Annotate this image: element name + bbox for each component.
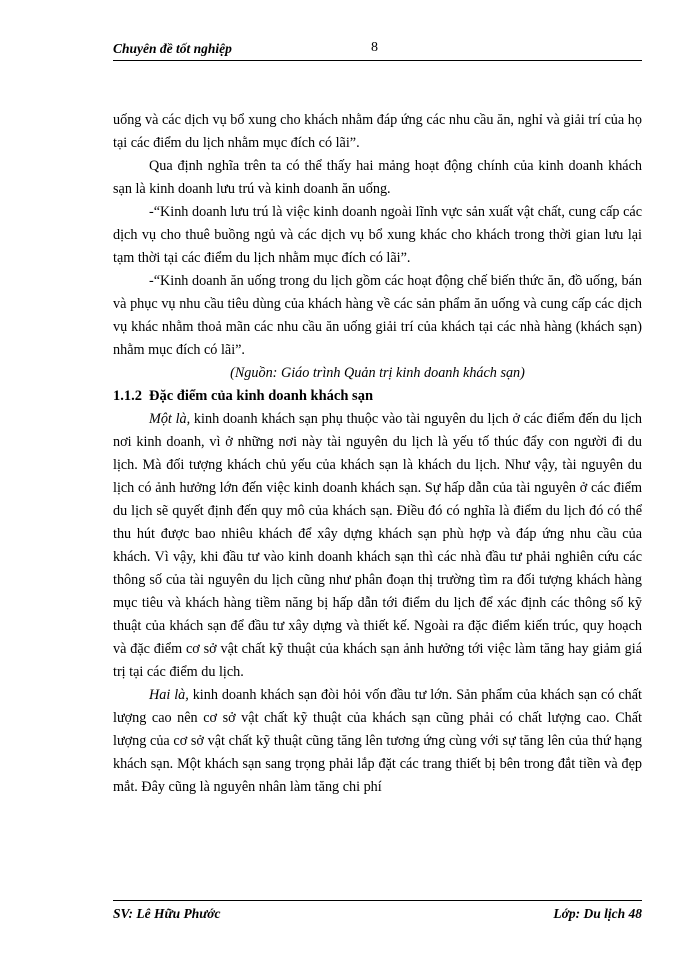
paragraph-continuation: uống và các dịch vụ bổ xung cho khách nhằm đáp ứng các nhu cầu ăn, nghỉ và giải trí của họ tại các điểm du lịch nhằm mục đích có lãi”. (113, 112, 642, 151)
footer-student: SV: Lê Hữu Phước (113, 906, 221, 921)
paragraph-food-service: -“Kinh doanh ăn uống trong du lịch gồm các hoạt động chế biến thức ăn, đồ uống, bán và phục vụ nhu cầu tiêu dùng của khách hàng về các sản phẩm ăn uống và cung cấp các dịch vụ khác nhằm thoả mãn các nhu cầu ăn uống giải trí của khách tại các nhà hàng (khách sạn) nhằm mục đích có lãi”. (113, 273, 642, 358)
paragraph-first-point (113, 408, 642, 684)
header-title: Chuyên đề tốt nghiệp (113, 41, 232, 56)
first-point-lead: Một là, (149, 411, 191, 427)
footer-class: Lớp: Du lịch 48 (553, 906, 642, 921)
page-number: 8 (371, 40, 378, 55)
section-number: 1.1.2 (113, 388, 142, 404)
paragraph-second-point (113, 684, 642, 799)
page-header (113, 36, 642, 61)
section-title: Đặc điểm của kinh doanh khách sạn (149, 388, 374, 404)
first-point-text: kinh doanh khách sạn phụ thuộc vào tài nguyên du lịch ở các điểm đến du lịch nơi kinh doanh, vì ở những nơi này tài nguyên du lịch là yếu tố thúc đẩy con người đi du lịch. Mà đối tượng khách chủ yếu của khách sạn là khách du lịch. Như vậy, tài nguyên du lịch có ảnh hưởng lớn đến việc kinh doanh khách sạn. Sự hấp dẫn của tài nguyên ở các điểm du lịch sẽ quyết định đến quy mô của khách sạn. Điều đó có nghĩa là điểm du lịch đó có thể thu hút được bao nhiêu khách để xây dựng khách sạn phù hợp và đáp ứng nhu cầu của khách. Vì vậy, khi đầu tư vào kinh doanh khách sạn thì các nhà đầu tư phải nghiên cứu các thông số của tài nguyên du lịch cũng như phân đoạn thị trường tìm ra đối tượng khách hàng mục tiêu và khách hàng tiềm năng bị hấp dẫn tới điểm du lịch để xác định các thông số kỹ thuật của khách sạn để đầu tư xây dựng và thiết kế. Ngoài ra đặc điểm kiến trúc, quy hoạch và đặc điểm cơ sở vật chất kỹ thuật của khách sạn ảnh hưởng tới việc làm tăng hay giảm giá trị tại các điểm du lịch. (113, 411, 642, 680)
page-footer (113, 900, 642, 923)
paragraph-definition-summary: Qua định nghĩa trên ta có thể thấy hai mảng hoạt động chính của kinh doanh khách sạn là kinh doanh lưu trú và kinh doanh ăn uống. (113, 158, 642, 197)
second-point-text: kinh doanh khách sạn đòi hỏi vốn đầu tư lớn. Sản phẩm của khách sạn có chất lượng cao nên cơ sở vật chất kỹ thuật của khách sạn cũng phải có chất lượng cao. Chất lượng của cơ sở vật chất kỹ thuật cũng tăng lên tương ứng cùng với sự tăng lên của thứ hạng khách sạn. Một khách sạn sang trọng phải lắp đặt các trang thiết bị bên trong đắt tiền và đẹp mắt. Đây cũng là nguyên nhân làm tăng chi phí (113, 687, 642, 795)
section-heading (113, 385, 642, 408)
paragraph-accommodation: -“Kinh doanh lưu trú là việc kinh doanh ngoài lĩnh vực sản xuất vật chất, cung cấp các dịch vụ cho thuê buồng ngủ và các dịch vụ bổ xung khác cho khách trong thời gian lưu lại tạm thời tại các điểm du lịch nhằm mục đích có lãi”. (113, 204, 642, 266)
document-body (113, 109, 642, 799)
source-citation: (Nguồn: Giáo trình Quản trị kinh doanh khách sạn) (230, 365, 525, 381)
second-point-lead: Hai là, (149, 687, 189, 703)
